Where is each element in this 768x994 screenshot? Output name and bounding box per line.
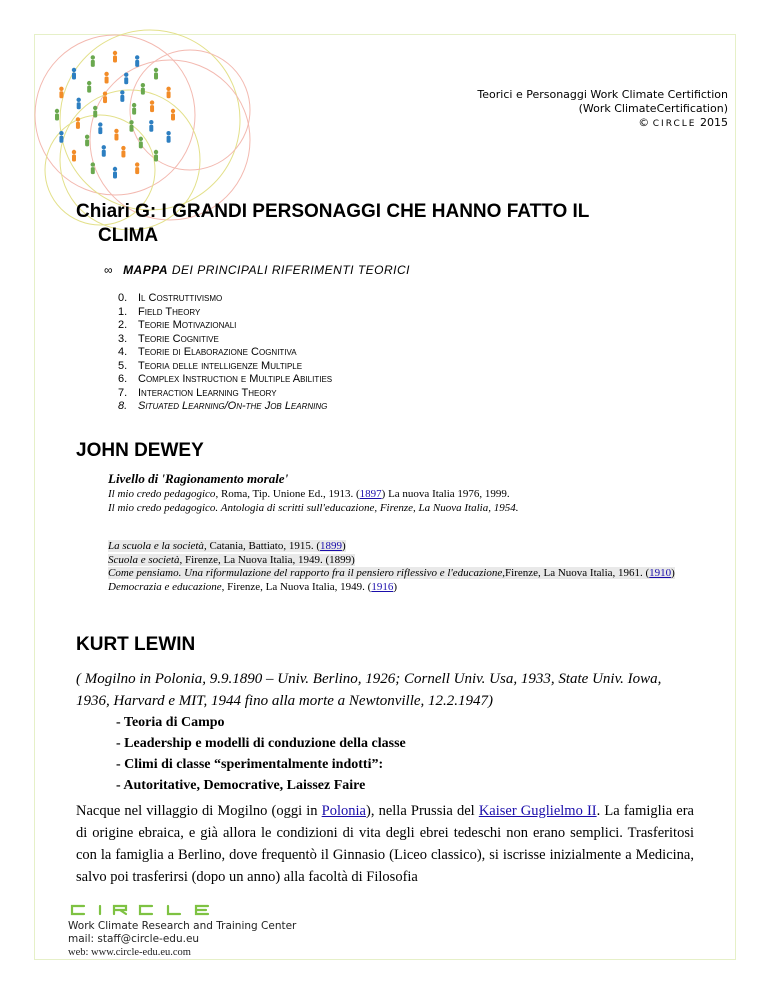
person-body — [167, 136, 171, 143]
person-body — [59, 91, 63, 98]
dewey-references-1 — [108, 488, 698, 515]
person-body — [135, 167, 139, 174]
person-body — [72, 72, 76, 79]
header-year: 2015 — [700, 116, 728, 129]
dewey-subheading: Livello di 'Ragionamento morale' — [108, 471, 289, 486]
list-item: - Teoria di Campo — [116, 715, 225, 730]
person-head — [59, 87, 63, 91]
person-head — [59, 131, 63, 135]
map-bold-word: MAPPA — [123, 263, 169, 277]
ref-year-link[interactable]: 1910 — [649, 567, 672, 579]
person-head — [102, 145, 106, 149]
person-head — [91, 55, 95, 59]
person-body — [87, 86, 91, 93]
wordmark-letter — [72, 906, 84, 914]
reference — [108, 488, 698, 502]
reference — [108, 567, 698, 581]
ref-title: Scuola e società — [108, 553, 180, 566]
ref-text: ) — [342, 540, 346, 552]
list-number: 0. — [118, 292, 128, 304]
dewey-references-2 — [108, 540, 698, 594]
paragraph-text: ), nella Prussia del — [365, 803, 479, 819]
list-label: Interaction Learning Theory — [138, 386, 277, 399]
person-body — [124, 77, 128, 84]
footer-web: web: www.circle-edu.eu.com — [68, 947, 191, 958]
person-head — [55, 109, 59, 113]
list-item — [118, 360, 332, 374]
person-body — [171, 114, 175, 121]
list-item — [118, 373, 332, 387]
person-head — [171, 109, 175, 113]
map-heading — [104, 263, 410, 277]
person-head — [93, 106, 97, 110]
person-head — [113, 167, 117, 171]
person-body — [154, 72, 158, 79]
circle-people-logo — [20, 20, 260, 230]
page-title — [76, 200, 716, 248]
person-head — [114, 129, 118, 133]
list-number: 2. — [118, 319, 128, 331]
footer — [68, 904, 296, 959]
person-body — [120, 95, 124, 102]
wordmark-letter — [196, 906, 208, 914]
wordmark-letter — [168, 906, 180, 914]
lewin-points — [116, 712, 406, 796]
header-block — [477, 88, 728, 131]
dewey-heading: JOHN DEWEY — [76, 440, 204, 461]
list-item — [118, 346, 332, 360]
person-body — [98, 127, 102, 134]
list-item: - Climi di classe “sperimentalmente indotti”: — [116, 757, 384, 772]
person-body — [150, 105, 154, 112]
list-label: Teorie Motivazionali — [138, 319, 237, 331]
list-number: 4. — [118, 346, 128, 358]
ref-year-link[interactable]: 1897 — [359, 488, 382, 500]
person-head — [132, 103, 136, 107]
list-number: 6. — [118, 373, 128, 385]
list-item — [118, 400, 332, 414]
person-body — [154, 155, 158, 162]
ref-text: , Firenze, La Nuova Italia, 1954. — [374, 501, 519, 514]
person-body — [91, 60, 95, 67]
ref-text: , Firenze, La Nuova Italia, 1949. (1899) — [179, 553, 355, 566]
person-body — [55, 114, 59, 121]
list-label: Il Costruttivismo — [138, 292, 223, 304]
person-body — [91, 167, 95, 174]
infinity-bullet-icon: ∞ — [104, 263, 114, 277]
person-head — [135, 162, 139, 166]
person-head — [72, 68, 76, 72]
list-label: Field Theory — [138, 305, 201, 318]
person-head — [141, 83, 145, 87]
person-body — [93, 110, 97, 117]
theory-list — [118, 292, 332, 414]
ref-year-link[interactable]: 1899 — [320, 540, 343, 552]
person-head — [76, 98, 80, 102]
person-body — [121, 151, 125, 158]
title-line-2: CLIMA — [98, 225, 159, 246]
circle-wordmark-logo — [68, 904, 228, 916]
wordmark-letter — [140, 906, 152, 914]
paragraph-text: Nacque nel villaggio di Mogilno (oggi in — [76, 803, 322, 819]
person-body — [76, 122, 80, 129]
reference — [108, 502, 698, 516]
title-line-1: Chiari G: I GRANDI PERSONAGGI CHE HANNO FATTO IL — [76, 201, 590, 222]
footer-mail: mail: staff@circle-edu.eu — [68, 933, 200, 945]
ref-text: , Firenze, La Nuova Italia, 1949. ( — [221, 580, 372, 593]
header-line-2: (Work ClimateCertification) — [578, 102, 728, 115]
person-body — [105, 76, 109, 83]
ref-text: ) — [393, 580, 397, 593]
person-head — [113, 51, 117, 55]
person-body — [113, 172, 117, 179]
reference — [108, 540, 698, 554]
person-body — [72, 155, 76, 162]
list-number: 3. — [118, 332, 128, 345]
wordmark-letter — [114, 906, 126, 914]
person-body — [139, 141, 143, 148]
person-head — [139, 137, 143, 141]
person-head — [85, 135, 89, 139]
person-head — [87, 81, 91, 85]
header-line-1: Teorici e Personaggi Work Climate Certifiction — [477, 88, 728, 101]
lewin-bio: ( Mogilno in Polonia, 9.9.1890 – Univ. Berlino, 1926; Cornell Univ. Usa, 1933, State Univ. Iowa, 1936, Harvard e MIT, 1944 fino alla morte a Newtonville, 12.2.1947) — [76, 671, 662, 709]
person-head — [154, 68, 158, 72]
person-body — [132, 108, 136, 115]
person-body — [103, 96, 107, 103]
person-head — [149, 120, 153, 124]
person-body — [149, 125, 153, 132]
ref-text: ) — [671, 567, 675, 579]
list-label: Complex Instruction e Multiple Abilities — [138, 373, 333, 385]
ref-text: ,Firenze, La Nuova Italia, 1961. ( — [502, 567, 650, 579]
list-label: Situated Learning/On-the Job Learning — [138, 400, 328, 412]
list-item — [118, 387, 332, 401]
person-body — [130, 125, 134, 132]
person-head — [104, 72, 108, 76]
footer-org: Work Climate Research and Training Center — [68, 920, 297, 932]
person-body — [113, 56, 117, 63]
list-label: Teorie di Elaborazione Cognitiva — [138, 346, 297, 358]
list-number: 5. — [118, 359, 128, 372]
person-body — [167, 91, 171, 98]
person-body — [135, 60, 139, 67]
person-head — [166, 87, 170, 91]
person-head — [166, 131, 170, 135]
kaiser-link[interactable]: Kaiser Guglielmo II — [478, 803, 597, 819]
reference — [108, 581, 698, 595]
person-head — [76, 117, 80, 121]
list-label: Teoria delle intelligenze Multiple — [138, 359, 303, 372]
ref-title: Come pensiamo. Una riformulazione del rapporto fra il pensiero riflessivo e l'educazione — [108, 567, 503, 579]
list-label: Teorie Cognitive — [138, 332, 219, 345]
person-body — [85, 139, 89, 146]
person-head — [129, 120, 133, 124]
lewin-heading: KURT LEWIN — [76, 634, 196, 655]
list-item — [118, 333, 332, 347]
ref-year-link[interactable]: 1916 — [371, 580, 394, 593]
ref-title: La scuola e la società — [108, 540, 204, 552]
list-item — [118, 306, 332, 320]
header-brand: CIRCLE — [652, 119, 697, 129]
person-head — [154, 150, 158, 154]
lewin-paragraph — [76, 800, 694, 888]
list-item — [118, 292, 332, 306]
copyright-symbol: © — [638, 116, 650, 129]
reference — [108, 554, 698, 568]
person-head — [150, 100, 154, 104]
person-body — [77, 102, 81, 109]
person-head — [72, 150, 76, 154]
person-head — [124, 72, 128, 76]
ref-title: Il mio credo pedagogico. Antologia di scritti sull'educazione — [108, 501, 375, 514]
list-number: 1. — [118, 305, 128, 318]
list-item — [118, 319, 332, 333]
person-head — [120, 90, 124, 94]
paragraph-text: . La famiglia era di origine ebraica, e già allora le condizioni di vita degli ebrei tedeschi non erano semplici. Trasferitosi con la famiglia a Berlino, dove frequentò il Ginnasio (Liceo classico), si iscrisse inizialmente a Medicina, salvo poi trasferirsi (dopo un anno) alla facoltà di Filosofia — [76, 803, 694, 885]
polonia-link[interactable]: Polonia — [321, 803, 366, 819]
ref-title: Democrazia e educazione — [108, 580, 222, 593]
person-body — [59, 136, 63, 143]
header-copyright — [477, 116, 728, 131]
person-head — [103, 91, 107, 95]
list-number: 7. — [118, 386, 128, 399]
person-body — [114, 133, 118, 140]
person-head — [91, 162, 95, 166]
map-heading-rest: DEI PRINCIPALI RIFERIMENTI TEORICI — [168, 263, 410, 277]
list-number: 8. — [118, 400, 128, 412]
ref-text: , Roma, Tip. Unione Ed., 1913. ( — [215, 488, 360, 500]
person-head — [135, 55, 139, 59]
person-body — [141, 88, 145, 95]
ref-text: , Catania, Battiato, 1915. ( — [203, 540, 321, 552]
list-item: - Leadership e modelli di conduzione della classe — [116, 736, 406, 751]
person-body — [102, 150, 106, 157]
ref-text: ) La nuova Italia 1976, 1999. — [381, 488, 510, 500]
person-head — [121, 146, 125, 150]
list-item: - Autoritative, Democrative, Laissez Faire — [116, 778, 366, 793]
person-head — [98, 122, 102, 126]
ref-title: Il mio credo pedagogico — [108, 488, 216, 500]
